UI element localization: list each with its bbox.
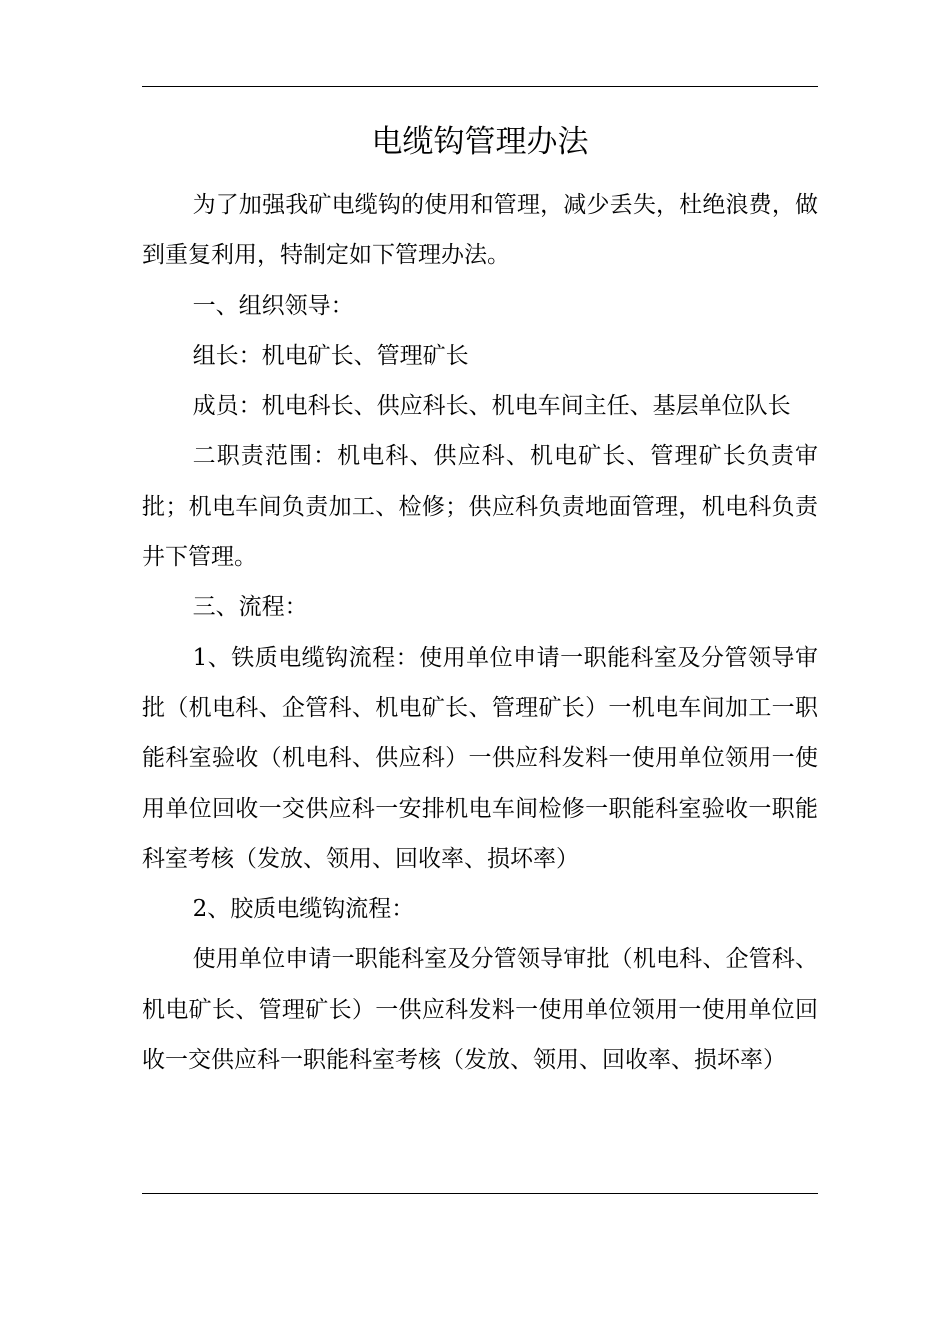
paragraph-rubber-hook-process: 使用单位申请一职能科室及分管领导审批（机电科、企管科、机电矿长、管理矿长）一供应科发料一使用单位领用一使用单位回收一交供应科一职能科室考核（发放、领用、回收率、损坏率） — [142, 946, 818, 1074]
paragraph-rubber-hook-heading: 2、胶质电缆钩流程： — [192, 896, 415, 923]
header-rule — [142, 86, 818, 87]
paragraph-group-leader: 组长：机电矿长、管理矿长 — [192, 342, 469, 369]
footer-rule — [142, 1193, 818, 1194]
document-title: 电缆钩管理办法 — [371, 124, 589, 160]
document-body — [142, 180, 818, 1085]
paragraph-iron-hook-process: 1、铁质电缆钩流程：使用单位申请一职能科室及分管领导审批（机电科、企管科、机电矿长、管理矿长）一机电车间加工一职能科室验收（机电科、供应科）一供应科发料一使用单位领用一使用单位回收一交供应科一安排机电车间检修一职能科室验收一职能科室考核（发放、领用、回收率、损坏率） — [142, 644, 818, 872]
section-heading-organization: 一、组织领导： — [192, 292, 354, 319]
paragraph-responsibilities: 二职责范围：机电科、供应科、机电矿长、管理矿长负责审批；机电车间负责加工、检修；供应科负责地面管理，机电科负责井下管理。 — [142, 443, 818, 571]
paragraph-intro: 为了加强我矿电缆钩的使用和管理，减少丢失，杜绝浪费，做到重复利用，特制定如下管理办法。 — [142, 192, 818, 269]
section-heading-process: 三、流程： — [192, 594, 308, 621]
paragraph-members: 成员：机电科长、供应科长、机电车间主任、基层单位队长 — [192, 393, 791, 420]
